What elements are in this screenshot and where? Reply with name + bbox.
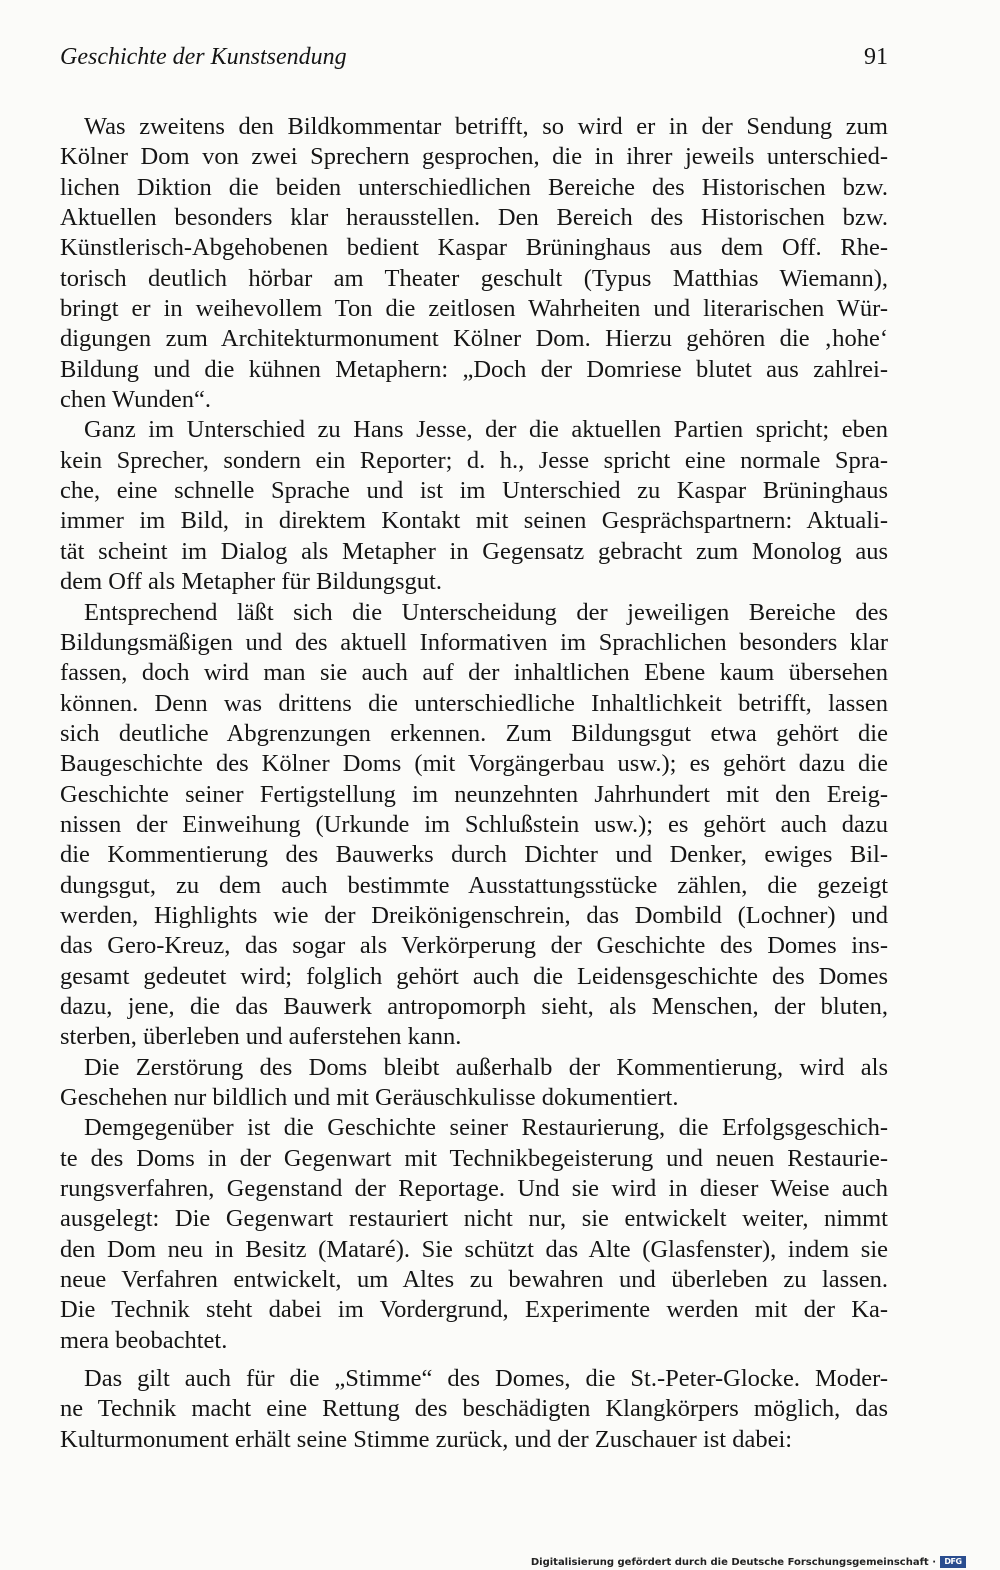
- text-line: Demgegenüber ist die Geschichte seiner Restaurierung, die Erfolgsgeschich-: [84, 1114, 888, 1142]
- digitization-credit: [531, 1556, 966, 1568]
- running-head: [60, 44, 888, 74]
- text-line: Kölner Dom von zwei Sprechern gesprochen, die in ihrer jeweils unterschied-: [60, 143, 888, 171]
- text-line: bringt er in weihevollem Ton die zeitlosen Wahrheiten und literarischen Wür-: [60, 295, 888, 323]
- text-line: torisch deutlich hörbar am Theater geschult (Typus Matthias Wiemann),: [60, 264, 888, 292]
- paragraph: [60, 112, 888, 415]
- text-line: mera beobachtet.: [60, 1326, 228, 1354]
- text-line: Künstlerisch-Abgehobenen bedient Kaspar Brüninghaus aus dem Off. Rhe-: [60, 234, 888, 262]
- text-line: Bildungsmäßigen und des aktuell Informativen im Sprachlichen besonders klar: [60, 628, 888, 656]
- paragraph: [60, 1364, 888, 1455]
- text-line: das Gero-Kreuz, das sogar als Verkörperung der Geschichte des Domes ins-: [60, 932, 888, 960]
- paragraph: [60, 1053, 888, 1114]
- text-line: Das gilt auch für die „Stimme“ des Domes, die St.-Peter-Glocke. Moder-: [84, 1365, 888, 1393]
- text-line: dungsgut, zu dem auch bestimmte Ausstattungsstücke zählen, die gezeigt: [60, 871, 888, 899]
- text-line: Aktuellen besonders klar herausstellen. Den Bereich des Historischen bzw.: [60, 204, 888, 232]
- text-line: gesamt gedeutet wird; folglich gehört auch die Leidensgeschichte des Domes: [60, 962, 888, 990]
- text-line: Geschehen nur bildlich und mit Geräuschkulisse dokumentiert.: [60, 1084, 679, 1111]
- text-line: rungsverfahren, Gegenstand der Reportage. Und sie wird in dieser Weise auch: [60, 1175, 888, 1203]
- text-line: kein Sprecher, sondern ein Reporter; d. h., Jesse spricht eine normale Spra-: [60, 446, 888, 474]
- text-line: tät scheint im Dialog als Metapher in Gegensatz gebracht zum Monolog aus: [60, 537, 888, 565]
- text-line: Die Zerstörung des Doms bleibt außerhalb der Kommentierung, wird als: [84, 1053, 888, 1081]
- text-line: sterben, überleben und auferstehen kann.: [60, 1023, 462, 1051]
- text-line: digungen zum Architekturmonument Kölner Dom. Hierzu gehören die ‚hohe‘: [60, 325, 888, 353]
- text-line: dem Off als Metapher für Bildungsgut.: [60, 568, 442, 596]
- text-line: Bildung und die kühnen Metaphern: „Doch der Domriese blutet aus zahlrei-: [60, 355, 888, 383]
- credit-text: Digitalisierung gefördert durch die Deutsche Forschungsgemeinschaft ·: [530, 1556, 936, 1568]
- text-line: ausgelegt: Die Gegenwart restauriert nicht nur, sie entwickelt weiter, nimmt: [60, 1205, 888, 1233]
- text-line: Die Technik steht dabei im Vordergrund, Experimente werden mit der Ka-: [60, 1296, 888, 1324]
- text-line: te des Doms in der Gegenwart mit Technikbegeisterung und neuen Restaurie-: [60, 1144, 888, 1172]
- text-line: können. Denn was drittens die unterschiedliche Inhaltlichkeit betrifft, lassen: [60, 689, 888, 717]
- body-text: [60, 112, 888, 1455]
- text-line: dazu, jene, die das Bauwerk antropomorph sieht, als Menschen, der bluten,: [60, 992, 888, 1020]
- text-line: Geschichte seiner Fertigstellung im neunzehnten Jahrhundert mit den Ereig-: [60, 780, 888, 808]
- text-line: lichen Diktion die beiden unterschiedlichen Bereiche des Historischen bzw.: [60, 173, 888, 201]
- text-line: werden, Highlights wie der Dreikönigenschrein, das Dombild (Lochner) und: [60, 901, 888, 929]
- text-line: den Dom neu in Besitz (Mataré). Sie schützt das Alte (Glasfenster), indem sie: [60, 1235, 888, 1263]
- text-line: nissen der Einweihung (Urkunde im Schlußstein usw.); es gehört auch dazu: [60, 810, 888, 838]
- paragraph: [60, 415, 888, 597]
- text-line: Kulturmonument erhält seine Stimme zurück, und der Zuschauer ist dabei:: [60, 1425, 793, 1453]
- text-line: neue Verfahren entwickelt, um Altes zu bewahren und überleben zu lassen.: [60, 1266, 888, 1294]
- text-line: ne Technik macht eine Rettung des beschädigten Klangkörpers möglich, das: [60, 1395, 888, 1423]
- text-line: Entsprechend läßt sich die Unterscheidung der jeweiligen Bereiche des: [84, 598, 888, 626]
- paragraph: [60, 598, 888, 1053]
- text-line: sich deutliche Abgrenzungen erkennen. Zum Bildungsgut etwa gehört die: [60, 719, 888, 747]
- text-line: Was zweitens den Bildkommentar betrifft, so wird er in der Sendung zum: [84, 113, 888, 140]
- running-title: Geschichte der Kunstsendung: [60, 44, 347, 70]
- text-line: Baugeschichte des Kölner Doms (mit Vorgängerbau usw.); es gehört dazu die: [60, 750, 888, 778]
- text-line: chen Wunden“.: [60, 386, 211, 414]
- text-line: die Kommentierung des Bauwerks durch Dichter und Denker, ewiges Bil-: [60, 841, 888, 869]
- dfg-logo: DFG: [940, 1556, 966, 1568]
- text-line: che, eine schnelle Sprache und ist im Unterschied zu Kaspar Brüninghaus: [60, 477, 888, 505]
- paragraph: [60, 1113, 888, 1356]
- text-line: fassen, doch wird man sie auch auf der inhaltlichen Ebene kaum übersehen: [60, 659, 888, 687]
- page-number: 91: [864, 44, 888, 70]
- text-line: immer im Bild, in direktem Kontakt mit seinen Gesprächspartnern: Aktuali-: [60, 507, 888, 535]
- text-line: Ganz im Unterschied zu Hans Jesse, der die aktuellen Partien spricht; eben: [84, 416, 888, 444]
